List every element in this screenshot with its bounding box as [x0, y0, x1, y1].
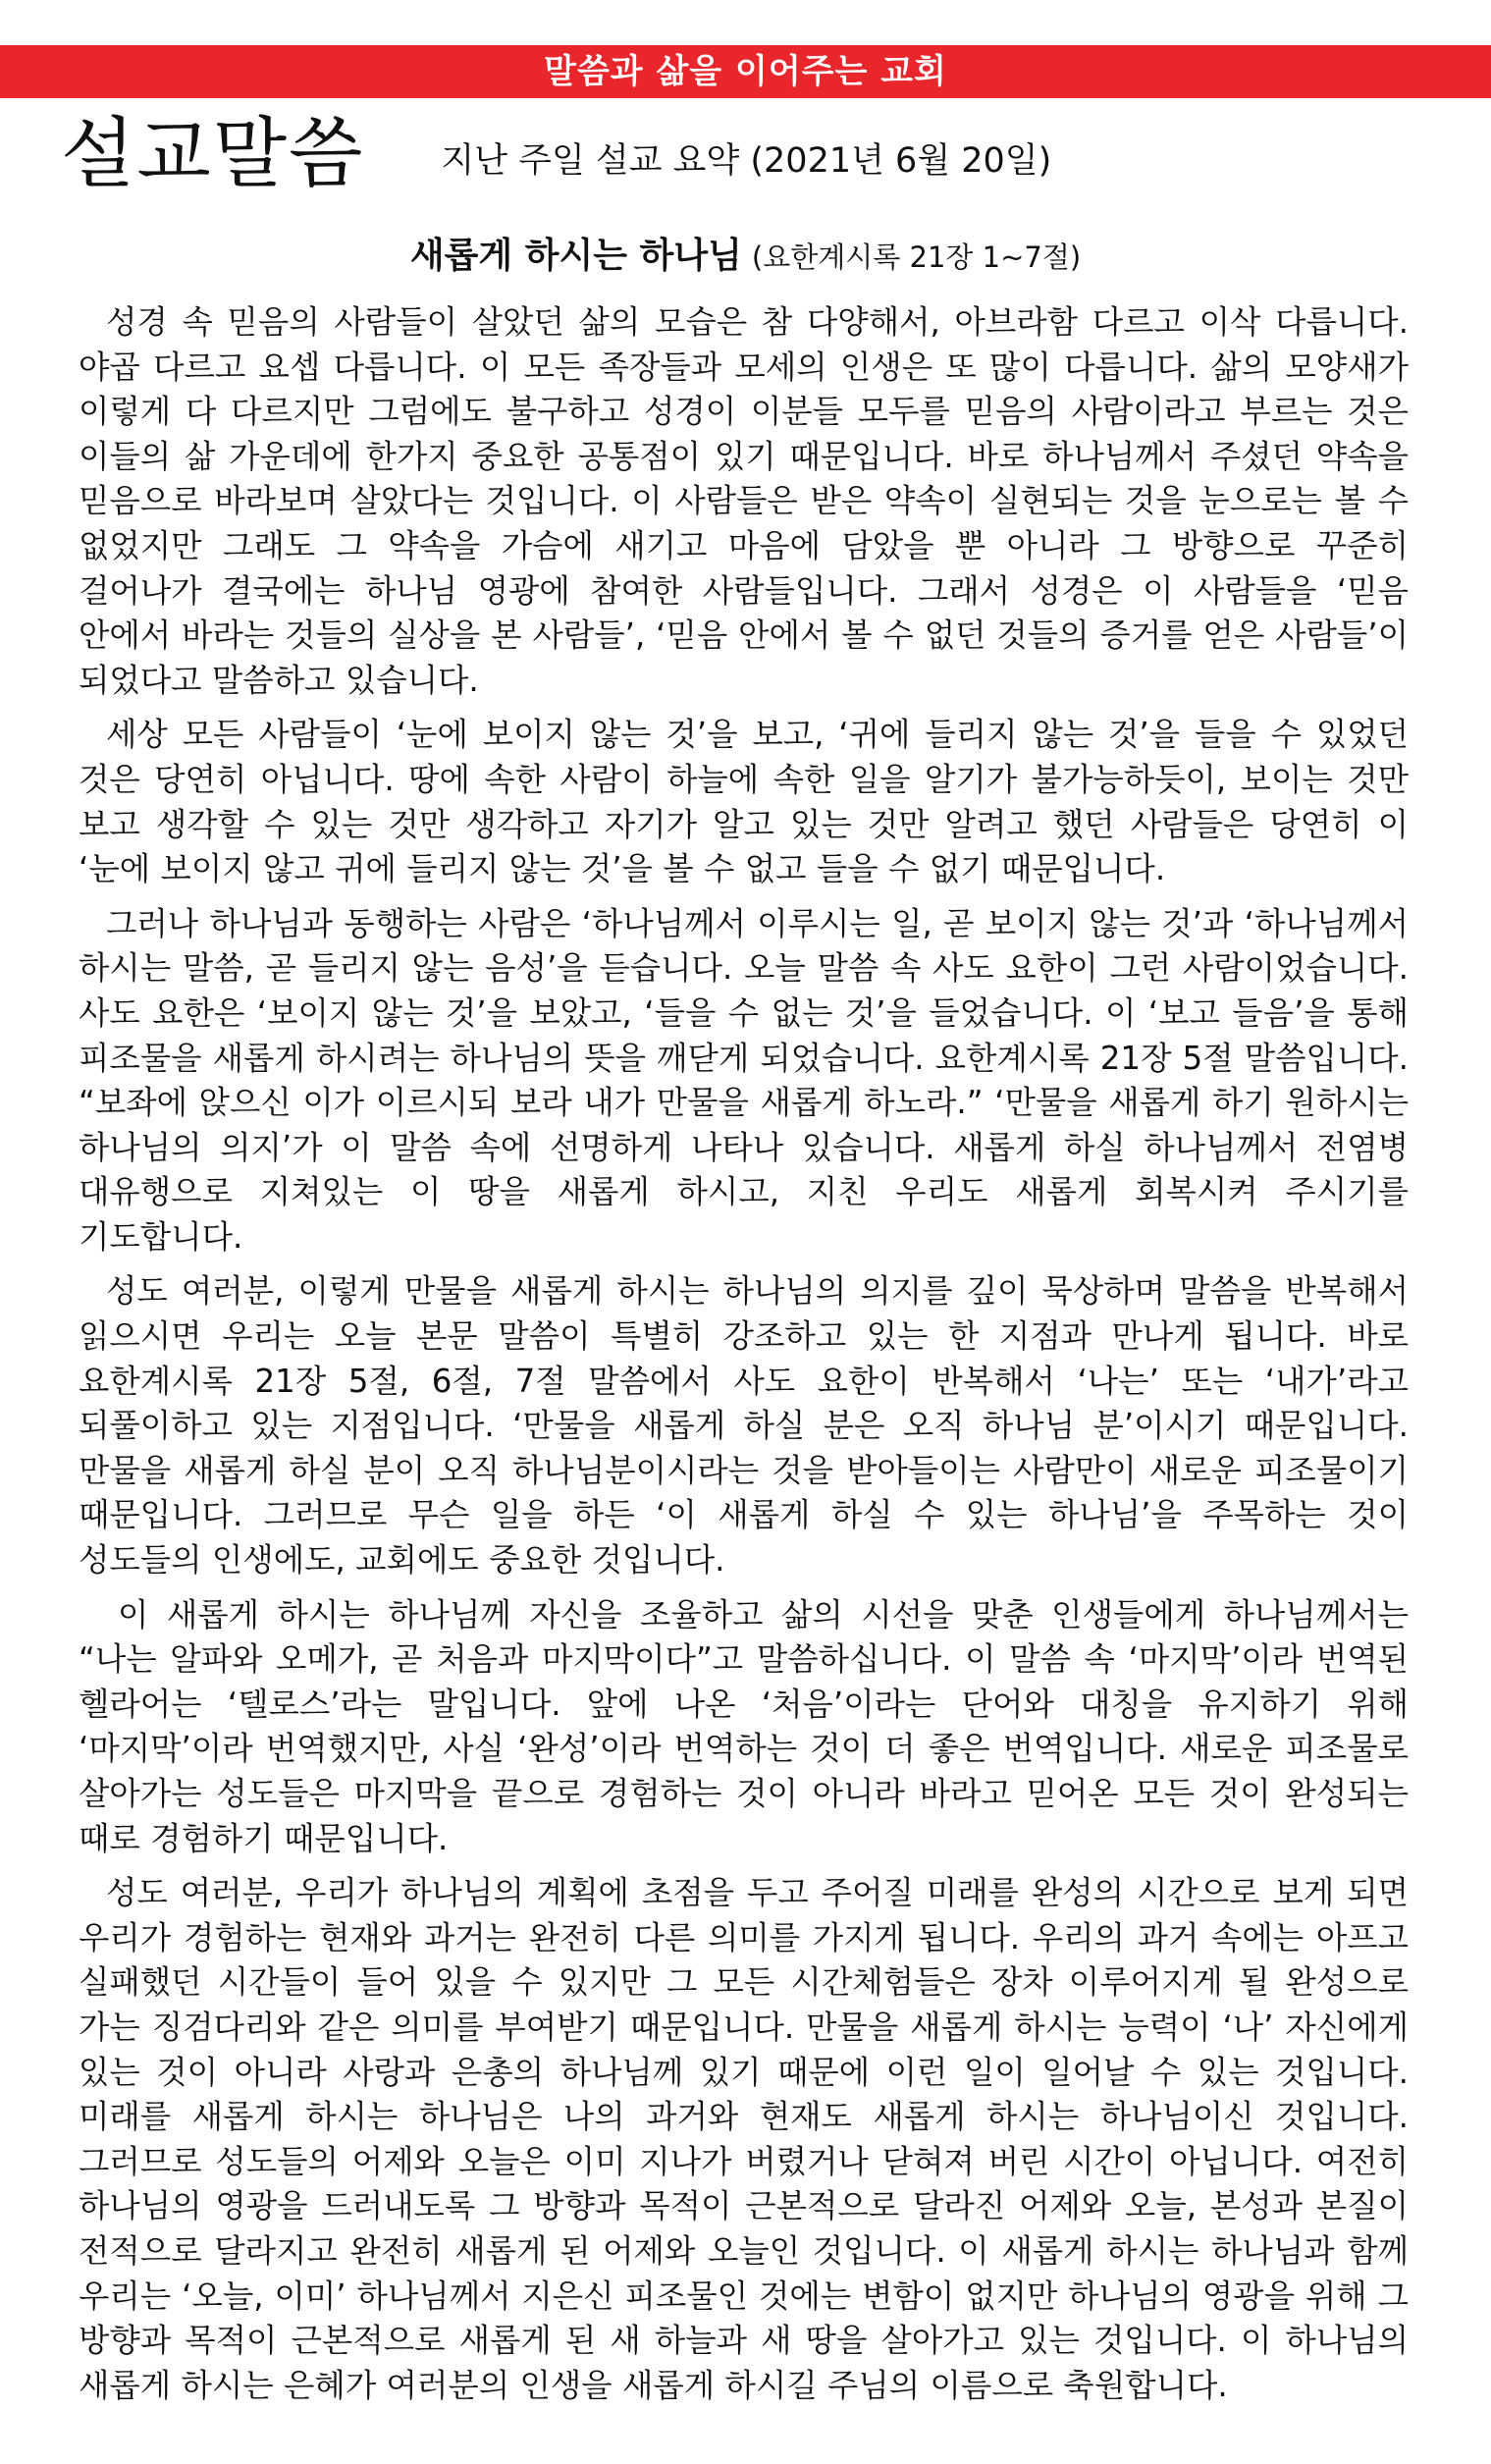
page-header — [61, 110, 1051, 198]
sermon-title: 새롭게 하시는 하나님 — [409, 236, 742, 276]
sermon-paragraph-6: 성도 여러분, 우리가 하나님의 계획에 초점을 두고 주어질 미래를 완성의 시간으로 보게 되면 우리가 경험하는 현재와 과거는 완전히 다른 의미를 가지게 됩니다. 우리의 과거 속에는 아프고 실패했던 시간들이 들어 있을 수 있지만 그 모든 시간체험들은 장차 이루어지게 될 완성으로 가는 징검다리와 같은 의미를 부여받기 때문입니다. 만물을 새롭게 하시는 능력이 ‘나’ 자신에게 있는 것이 아니라 사랑과 은총의 하나님께 있기 때문에 이런 일이 일어날 수 있는 것입니다. 미래를 새롭게 하시는 하나님은 나의 과거와 현재도 새롭게 하시는 하나님이신 것입니다. 그러므로 성도들의 어제와 오늘은 이미 지나가 버렸거나 닫혀져 버린 시간이 아닙니다. 여전히 하나님의 영광을 드러내도록 그 방향과 목적이 근본적으로 달라진 어제와 오늘, 본성과 본질이 전적으로 달라지고 완전히 새롭게 된 어제와 오늘인 것입니다. 이 새롭게 하시는 하나님과 함께 우리는 ‘오늘, 이미’ 하나님께서 지은신 피조물인 것에는 변함이 없지만 하나님의 영광을 위해 그 방향과 목적이 근본적으로 새롭게 된 새 하늘과 새 땅을 살아가고 있는 것입니다. 이 하나님의 새롭게 하시는 은혜가 여러분의 인생을 새롭게 하시길 주님의 이름으로 축원합니다. — [79, 1874, 1409, 2404]
sermon-paragraph-4: 성도 여러분, 이렇게 만물을 새롭게 하시는 하나님의 의지를 깊이 묵상하며 말씀을 반복해서 읽으시면 우리는 오늘 본문 말씀이 특별히 강조하고 있는 한 지점과 만나게 됩니다. 바로 요한계시록 21장 5절, 6절, 7절 말씀에서 사도 요한이 반복해서 ‘나는’ 또는 ‘내가’라고 되풀이하고 있는 지점입니다. ‘만물을 새롭게 하실 분은 오직 하나님 분’이시기 때문입니다. 만물을 새롭게 하실 분이 오직 하나님분이시라는 것을 받아들이는 사람만이 새로운 피조물이기 때문입니다. 그러므로 무슨 일을 하든 ‘이 새롭게 하실 수 있는 하나님’을 주목하는 것이 성도들의 인생에도, 교회에도 중요한 것입니다. — [79, 1272, 1409, 1580]
sermon-paragraph-2: 세상 모든 사람들이 ‘눈에 보이지 않는 것’을 보고, ‘귀에 들리지 않는 것’을 들을 수 있었던 것은 당연히 아닙니다. 땅에 속한 사람이 하늘에 속한 일을 알기가 불가능하듯이, 보이는 것만 보고 생각할 수 있는 것만 생각하고 자기가 알고 있는 것만 알려고 했던 사람들은 당연히 이 ‘눈에 보이지 않고 귀에 들리지 않는 것’을 볼 수 없고 들을 수 없기 때문입니다. — [79, 716, 1409, 888]
sermon-paragraph-3: 그러나 하나님과 동행하는 사람은 ‘하나님께서 이루시는 일, 곧 보이지 않는 것’과 ‘하나님께서 하시는 말씀, 곧 들리지 않는 음성’을 듣습니다. 오늘 말씀 속 사도 요한이 그런 사람이었습니다. 사도 요한은 ‘보이지 않는 것’을 보았고, ‘들을 수 없는 것’을 들었습니다. 이 ‘보고 들음’을 통해 피조물을 새롭게 하시려는 하나님의 뜻을 깨닫게 되었습니다. 요한계시록 21장 5절 말씀입니다. “보좌에 앉으신 이가 이르시되 보라 내가 만물을 새롭게 하노라.” ‘만물을 새롭게 하기 원하시는 하나님의 의지’가 이 말씀 속에 선명하게 나타나 있습니다. 새롭게 하실 하나님께서 전염병 대유행으로 지쳐있는 이 땅을 새롭게 하시고, 지친 우리도 새롭게 회복시켜 주시기를 기도합니다. — [79, 904, 1409, 1256]
sermon-paragraph-5: 이 새롭게 하시는 하나님께 자신을 조율하고 삶의 시선을 맞춘 인생들에게 하나님께서는 “나는 알파와 오메가, 곧 처음과 마지막이다”고 말씀하십니다. 이 말씀 속 ‘마지막’이라 번역된 헬라어는 ‘텔로스’라는 말입니다. 앞에 나온 ‘처음’이라는 단어와 대칭을 유지하기 위해 ‘마지막’이라 번역했지만, 사실 ‘완성’이라 번역하는 것이 더 좋은 번역입니다. 새로운 피조물로 살아가는 성도들은 마지막을 끝으로 경험하는 것이 아니라 바라고 믿어온 모든 것이 완성되는 때로 경험하기 때문입니다. — [79, 1595, 1410, 1857]
sermon-body — [79, 300, 1409, 2418]
sermon-paragraph-1: 성경 속 믿음의 사람들이 살았던 삶의 모습은 참 다양해서, 아브라함 다르고 이삭 다릅니다. 야곱 다르고 요셉 다릅니다. 이 모든 족장들과 모세의 인생은 또 많이 다릅니다. 삶의 모양새가 이렇게 다 다르지만 그럼에도 불구하고 성경이 이분들 모두를 믿음의 사람이라고 부르는 것은 이들의 삶 가운데에 한가지 중요한 공통점이 있기 때문입니다. 바로 하나님께서 주셨던 약속을 믿음으로 바라보며 살았다는 것입니다. 이 사람들은 받은 약속이 실현되는 것을 눈으로는 볼 수 없었지만 그래도 그 약속을 가슴에 새기고 마음에 담았을 뿐 아니라 그 방향으로 꾸준히 걸어나가 결국에는 하나님 영광에 참여한 사람들입니다. 그래서 성경은 이 사람들을 ‘믿음 안에서 바라는 것들의 실상을 본 사람들’, ‘믿음 안에서 볼 수 없던 것들의 증거를 얻은 사람들’이 되었다고 말씀하고 있습니다. — [79, 303, 1409, 699]
church-motto-banner: 말씀과 삶을 이어주는 교회 — [0, 45, 1491, 98]
scripture-reference: (요한계시록 21장 1~7절) — [751, 241, 1082, 274]
section-title: 설교말씀 — [61, 110, 365, 198]
summary-date-label: 지난 주일 설교 요약 (2021년 6월 20일) — [441, 141, 1052, 181]
sermon-title-line — [0, 232, 1491, 282]
